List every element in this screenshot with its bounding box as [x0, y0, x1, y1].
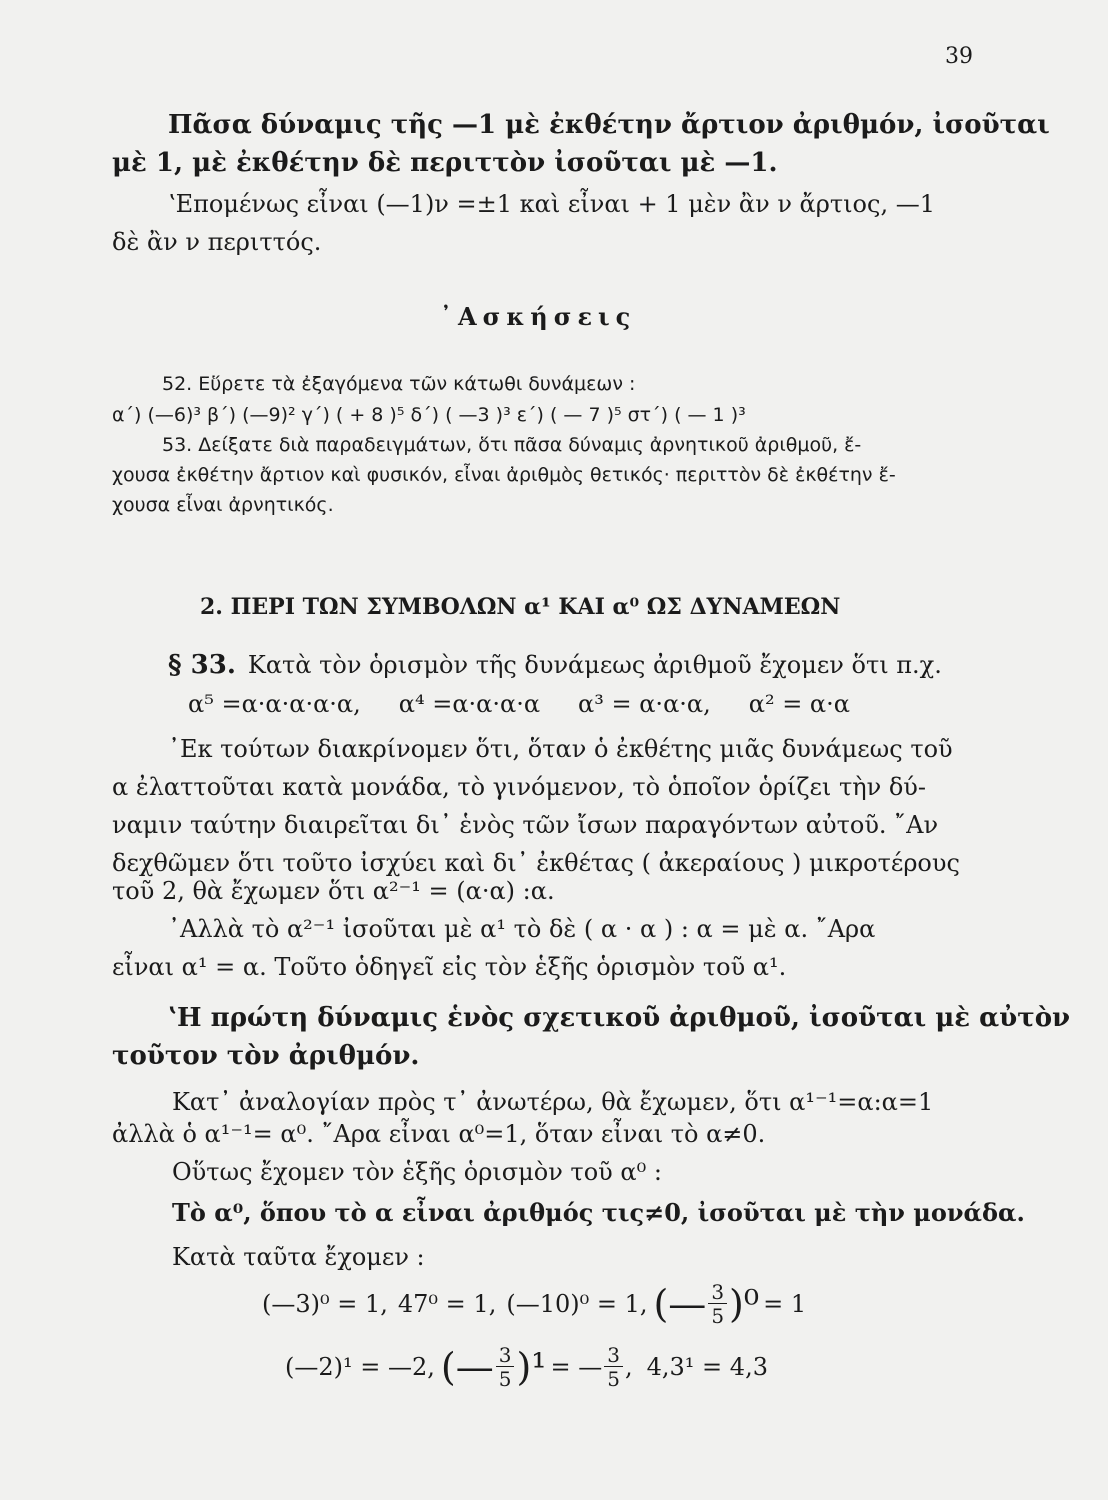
paren-close-first: )¹ [516, 1345, 547, 1389]
example-fraction-result: = 1 [763, 1290, 807, 1318]
section-number: § 33. [168, 650, 236, 680]
analogy-line2: ἀλλὰ ὁ α¹⁻¹= α⁰. ῎Αρα εἶναι α⁰=1, ὅταν εἶναι τὸ α≠0. [112, 1120, 766, 1148]
page-number: 39 [945, 44, 973, 69]
examples-zero-power [262, 1282, 806, 1326]
fraction-denominator: 5 [711, 1304, 725, 1328]
equation-a2: α² = α·α [748, 690, 850, 718]
rule1-line2: μὲ 1, μὲ ἐκθέτην δὲ περιττὸν ἰσοῦται μὲ —1. [112, 148, 778, 178]
fraction-numerator-3: 3 [604, 1345, 623, 1367]
example-neg2-first: (—2)¹ = —2, [285, 1353, 435, 1381]
exercises-title: ᾿Ασκήσεις [440, 302, 637, 331]
equation-a4: α⁴ =α·α·α·α [398, 690, 541, 718]
fraction-numerator: 3 [708, 1282, 727, 1304]
example-neg3-zero: (—3)⁰ = 1, [262, 1290, 388, 1318]
analogy-line1: Κατ᾿ ἀναλογίαν πρὸς τ᾿ ἀνωτέρω, θὰ ἔχωμεν, ὅτι α¹⁻¹=α:α=1 [172, 1088, 934, 1116]
exercise-52-line1: 52. Εὕρετε τὰ ἐξαγόμενα τῶν κάτωθι δυνάμεων : [162, 373, 636, 395]
para33-line9: εἶναι α¹ = α. Τοῦτο ὁδηγεῖ εἰς τὸν ἑξῆς ὁρισμὸν τοῦ α¹. [112, 953, 787, 981]
rule3: Τὸ α⁰, ὅπου τὸ α εἶναι ἀριθμός τις≠0, ἰσοῦται μὲ τὴν μονάδα. [172, 1198, 1025, 1227]
exercise-53-line3: χουσα εἶναι ἀρνητικός. [112, 494, 334, 516]
example-47-zero: 47⁰ = 1, [397, 1290, 497, 1318]
fraction-denominator-3: 5 [607, 1367, 620, 1391]
para33-line1-text: Κατὰ τὸν ὁρισμὸν τῆς δυνάμεως ἀριθμοῦ ἔχομεν ὅτι π.χ. [247, 651, 942, 679]
para33-line7: τοῦ 2, θὰ ἔχωμεν ὅτι α²⁻¹ = (α·α) :α. [112, 877, 555, 905]
fraction-three-fifths-3 [604, 1345, 623, 1389]
rule2-line1: ʽΗ πρώτη δύναμις ἑνὸς σχετικοῦ ἀριθμοῦ, ἰσοῦται μὲ αὐτὸν [168, 1003, 1071, 1033]
exercise-53-line2: χουσα ἐκθέτην ἄρτιον καὶ φυσικόν, εἶναι ἀριθμὸς θετικός· περιττὸν δὲ ἐκθέτην ἔ- [112, 464, 896, 486]
para33-line5: ναμιν ταύτην διαιρεῖται δι᾿ ἑνὸς τῶν ἴσων παραγόντων αὐτοῦ. ῎Αν [112, 811, 939, 839]
equation-a3: α³ = α·α·α, [578, 690, 711, 718]
equals-minus: = — [550, 1353, 603, 1381]
para33-line3: ᾿Εκ τούτων διακρίνομεν ὅτι, ὅταν ὁ ἐκθέτης μιᾶς δυνάμεως τοῦ [168, 735, 953, 763]
fraction-numerator-2: 3 [496, 1345, 515, 1367]
para33-line8: ᾿Αλλὰ τὸ α²⁻¹ ἰσοῦται μὲ α¹ τὸ δὲ ( α · α ) : α = μὲ α. ῎Αρα [168, 915, 876, 943]
para33-line6: δεχθῶμεν ὅτι τοῦτο ἰσχύει καὶ δι᾿ ἐκθέτας ( ἀκεραίους ) μικροτέρους [112, 849, 960, 877]
exercise-52-line2: α΄) (—6)³ β΄) (—9)² γ΄) ( + 8 )⁵ δ΄) ( —3 )³ ε΄) ( — 7 )⁵ στ΄) ( — 1 )³ [112, 404, 746, 426]
fraction-three-fifths-2 [496, 1345, 515, 1389]
section-heading: 2. ΠΕΡΙ ΤΩΝ ΣΥΜΒΟΛΩΝ α¹ ΚΑΙ α⁰ ΩΣ ΔΥΝΑΜΕΩΝ [200, 594, 841, 620]
power-equations [188, 690, 850, 718]
analogy-line3: Οὕτως ἔχομεν τὸν ἑξῆς ὁρισμὸν τοῦ α⁰ : [172, 1158, 662, 1186]
example-decimal-first: 4,3¹ = 4,3 [646, 1353, 768, 1381]
rule1-line1: Πᾶσα δύναμις τῆς —1 μὲ ἐκθέτην ἄρτιον ἀριθμόν, ἰσοῦται [168, 110, 1050, 140]
paren-open: (— [653, 1282, 707, 1326]
fraction-denominator-2: 5 [498, 1367, 512, 1391]
paren-close-zero: )⁰ [729, 1282, 760, 1326]
examples-first-power [285, 1345, 768, 1389]
consequence-line2: δὲ ἂν ν περιττός. [112, 228, 322, 256]
fraction-three-fifths [708, 1282, 727, 1326]
example-neg10-zero: (—10)⁰ = 1, [506, 1290, 648, 1318]
para33-line1 [168, 650, 942, 680]
para33-line4: α ἐλαττοῦται κατὰ μονάδα, τὸ γινόμενον, τὸ ὁποῖον ὁρίζει τὴν δύ- [112, 773, 926, 801]
equation-a5: α⁵ =α·α·α·α·α, [188, 690, 361, 718]
consequence-line1: ʽΕπομένως εἶναι (—1)ν =±1 καὶ εἶναι + 1 μὲν ἂν ν ἄρτιος, —1 [168, 190, 935, 218]
exercise-53-line1: 53. Δείξατε διὰ παραδειγμάτων, ὅτι πᾶσα δύναμις ἀρνητικοῦ ἀριθμοῦ, ἔ- [162, 434, 862, 456]
accordingly-line: Κατὰ ταῦτα ἔχομεν : [172, 1243, 425, 1271]
paren-open-2: (— [440, 1345, 494, 1389]
rule2-line2: τοῦτον τὸν ἀριθμόν. [112, 1041, 420, 1071]
comma-separator: , [625, 1353, 633, 1381]
